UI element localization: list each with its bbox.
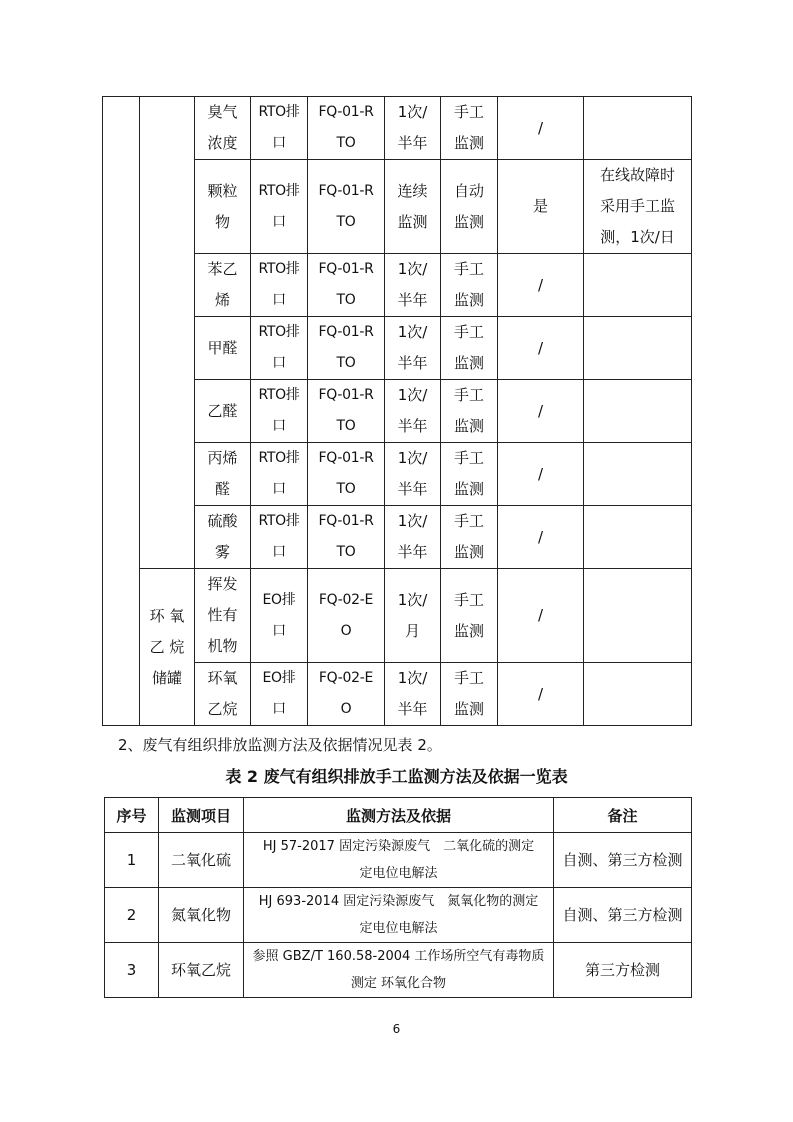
outlet-code-cell: FQ-01-R TO (308, 97, 385, 160)
remark-cell (584, 443, 692, 506)
auto-cell: / (498, 317, 584, 380)
blank-source-cell (140, 97, 195, 569)
outlet-code-cell: FQ-02-E O (308, 663, 385, 726)
column-header: 备注 (554, 798, 692, 833)
remark-cell (584, 317, 692, 380)
mode-cell: 手工 监测 (441, 506, 498, 569)
outlet-code-cell: FQ-01-R TO (308, 380, 385, 443)
frequency-cell: 1次/ 半年 (385, 380, 441, 443)
method-cell: HJ 693-2014 固定污染源废气 氮氧化物的测定 定电位电解法 (244, 888, 554, 943)
frequency-cell: 连续 监测 (385, 160, 441, 254)
outlet-cell: RTO排 口 (251, 97, 308, 160)
remark-cell: 自测、第三方检测 (554, 888, 692, 943)
page-number: 6 (392, 1022, 401, 1036)
column-header: 序号 (105, 798, 159, 833)
mode-cell: 手工 监测 (441, 97, 498, 160)
auto-cell: / (498, 254, 584, 317)
method-cell: HJ 57-2017 固定污染源废气 二氧化硫的测定 定电位电解法 (244, 833, 554, 888)
outlet-code-cell: FQ-01-R TO (308, 254, 385, 317)
section-paragraph: 2、废气有组织排放监测方法及依据情况见表 2。 (118, 736, 442, 754)
outlet-cell: RTO排 口 (251, 160, 308, 254)
monitoring-method-table (104, 797, 692, 998)
column-header: 监测方法及依据 (244, 798, 554, 833)
outlet-code-cell: FQ-02-E O (308, 569, 385, 663)
remark-cell (584, 506, 692, 569)
frequency-cell: 1次/ 半年 (385, 254, 441, 317)
auto-cell: / (498, 443, 584, 506)
item-cell: 挥发 性有 机物 (195, 569, 251, 663)
remark-cell (584, 97, 692, 160)
auto-cell: / (498, 506, 584, 569)
item-cell: 丙烯 醛 (195, 443, 251, 506)
monitoring-plan-table (102, 96, 692, 726)
mode-cell: 手工 监测 (441, 317, 498, 380)
item-cell: 二氧化硫 (159, 833, 244, 888)
item-cell: 硫酸 雾 (195, 506, 251, 569)
method-cell: 参照 GBZ/T 160.58-2004 工作场所空气有毒物质 测定 环氧化合物 (244, 943, 554, 998)
outlet-code-cell: FQ-01-R TO (308, 443, 385, 506)
remark-cell (584, 380, 692, 443)
auto-cell: 是 (498, 160, 584, 254)
table-row (103, 569, 692, 663)
item-cell: 乙醛 (195, 380, 251, 443)
mode-cell: 手工 监测 (441, 380, 498, 443)
outlet-cell: RTO排 口 (251, 506, 308, 569)
number-cell: 3 (105, 943, 159, 998)
outlet-cell: RTO排 口 (251, 317, 308, 380)
outlet-cell: RTO排 口 (251, 254, 308, 317)
remark-cell (584, 254, 692, 317)
outlet-code-cell: FQ-01-R TO (308, 160, 385, 254)
emission-source-cell: 环 氧 乙 烷 储罐 (140, 569, 195, 726)
mode-cell: 手工 监测 (441, 663, 498, 726)
remark-cell: 自测、第三方检测 (554, 833, 692, 888)
outlet-code-cell: FQ-01-R TO (308, 506, 385, 569)
auto-cell: / (498, 380, 584, 443)
outlet-cell: EO排 口 (251, 663, 308, 726)
table-title: 表 2 废气有组织排放手工监测方法及依据一览表 (225, 767, 568, 786)
auto-cell: / (498, 663, 584, 726)
outlet-cell: RTO排 口 (251, 380, 308, 443)
frequency-cell: 1次/ 半年 (385, 317, 441, 380)
mode-cell: 手工 监测 (441, 569, 498, 663)
blank-category-cell (103, 97, 140, 726)
mode-cell: 手工 监测 (441, 254, 498, 317)
item-cell: 环氧乙烷 (159, 943, 244, 998)
item-cell: 环氧 乙烷 (195, 663, 251, 726)
table-row (105, 888, 692, 943)
number-cell: 1 (105, 833, 159, 888)
frequency-cell: 1次/ 半年 (385, 506, 441, 569)
outlet-code-cell: FQ-01-R TO (308, 317, 385, 380)
remark-cell (584, 663, 692, 726)
remark-cell: 第三方检测 (554, 943, 692, 998)
frequency-cell: 1次/ 半年 (385, 663, 441, 726)
number-cell: 2 (105, 888, 159, 943)
mode-cell: 自动 监测 (441, 160, 498, 254)
item-cell: 氮氧化物 (159, 888, 244, 943)
column-header: 监测项目 (159, 798, 244, 833)
table-row (103, 97, 692, 160)
remark-cell: 在线故障时 采用手工监 测，1次/日 (584, 160, 692, 254)
table-row (105, 833, 692, 888)
table-row (105, 943, 692, 998)
item-cell: 甲醛 (195, 317, 251, 380)
auto-cell: / (498, 97, 584, 160)
frequency-cell: 1次/ 半年 (385, 443, 441, 506)
outlet-cell: EO排 口 (251, 569, 308, 663)
frequency-cell: 1次/ 月 (385, 569, 441, 663)
item-cell: 颗粒 物 (195, 160, 251, 254)
remark-cell (584, 569, 692, 663)
mode-cell: 手工 监测 (441, 443, 498, 506)
table-header-row (105, 798, 692, 833)
item-cell: 苯乙 烯 (195, 254, 251, 317)
outlet-cell: RTO排 口 (251, 443, 308, 506)
auto-cell: / (498, 569, 584, 663)
item-cell: 臭气 浓度 (195, 97, 251, 160)
frequency-cell: 1次/ 半年 (385, 97, 441, 160)
